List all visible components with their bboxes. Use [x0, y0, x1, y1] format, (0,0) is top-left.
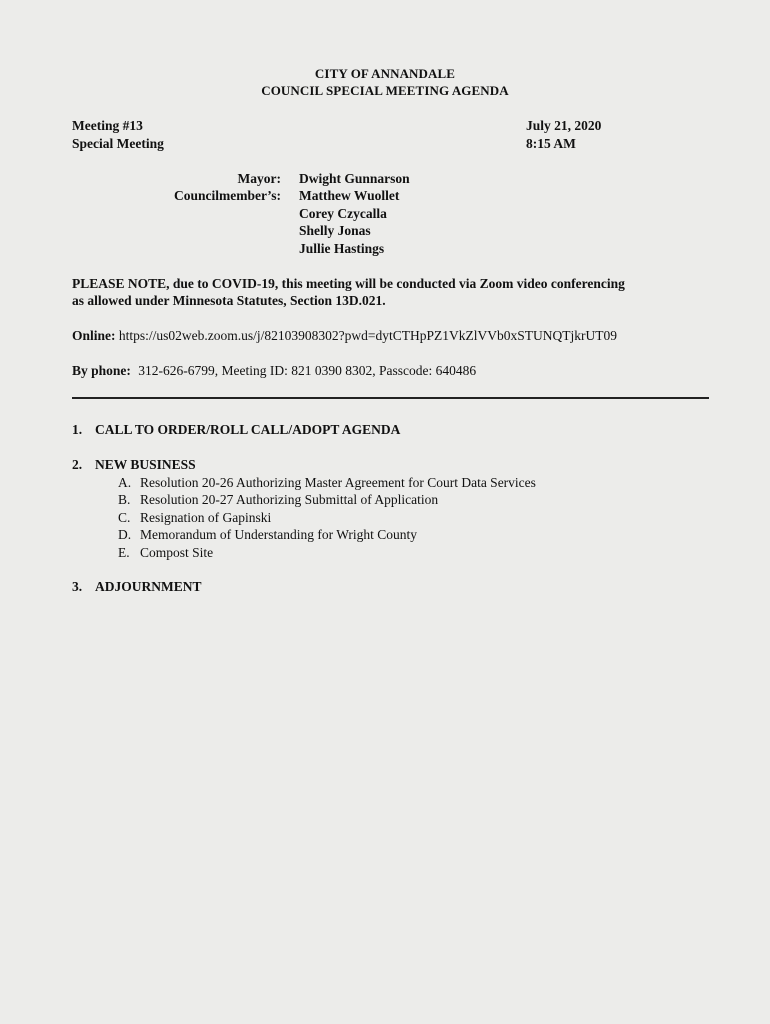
agenda-subitem: C. Resignation of Gapinski	[118, 510, 272, 525]
agenda-subitem: E. Compost Site	[118, 545, 214, 560]
agenda-item	[72, 422, 400, 438]
councilmember-name: Corey Czycalla	[299, 206, 387, 221]
online-label: Online:	[72, 328, 116, 343]
agenda-item-number: 1.	[72, 422, 83, 437]
agenda-item-number: 2.	[72, 457, 83, 472]
mayor-name: Dwight Gunnarson	[299, 171, 410, 186]
meeting-type: Special Meeting	[72, 136, 164, 151]
councilmember-name: Jullie Hastings	[299, 241, 385, 256]
agenda-item-title: ADJOURNMENT	[95, 579, 202, 594]
meeting-date: July 21, 2020	[526, 118, 602, 133]
phone-label: By phone:	[72, 363, 131, 378]
agenda-subitem: D. Memorandum of Understanding for Wright County	[118, 527, 418, 542]
phone-line	[72, 363, 476, 379]
meeting-number: Meeting #13	[72, 118, 143, 133]
section-divider	[72, 397, 709, 399]
agenda-subitem: B. Resolution 20-27 Authorizing Submittal of Application	[118, 492, 439, 507]
covid-notice-line2: as allowed under Minnesota Statutes, Section 13D.021.	[72, 293, 386, 308]
city-name: CITY OF ANNANDALE	[314, 66, 456, 81]
agenda-item-title: CALL TO ORDER/ROLL CALL/ADOPT AGENDA	[95, 422, 401, 437]
agenda-subitem: A. Resolution 20-26 Authorizing Master Agreement for Court Data Services	[118, 475, 536, 490]
mayor-label: Mayor:	[237, 171, 281, 186]
online-line	[72, 328, 617, 344]
agenda-item-number: 3.	[72, 579, 83, 594]
covid-notice-line1: PLEASE NOTE, due to COVID-19, this meeting will be conducted via Zoom video conferencing	[72, 276, 625, 291]
councilmembers-label: Councilmember’s:	[174, 188, 281, 203]
meeting-time: 8:15 AM	[526, 136, 576, 151]
agenda-item	[72, 457, 196, 473]
phone-details: 312-626-6799, Meeting ID: 821 0390 8302, Passcode: 640486	[138, 363, 477, 378]
councilmember-name: Shelly Jonas	[299, 223, 371, 238]
zoom-link[interactable]: https://us02web.zoom.us/j/82103908302?pwd=dytCTHpPZ1VkZlVVb0xSTUNQTjkrUT09	[118, 328, 617, 343]
agenda-item	[72, 579, 202, 595]
agenda-title: COUNCIL SPECIAL MEETING AGENDA	[261, 83, 509, 98]
councilmember-name: Matthew Wuollet	[299, 188, 400, 203]
agenda-item-title: NEW BUSINESS	[95, 457, 196, 472]
